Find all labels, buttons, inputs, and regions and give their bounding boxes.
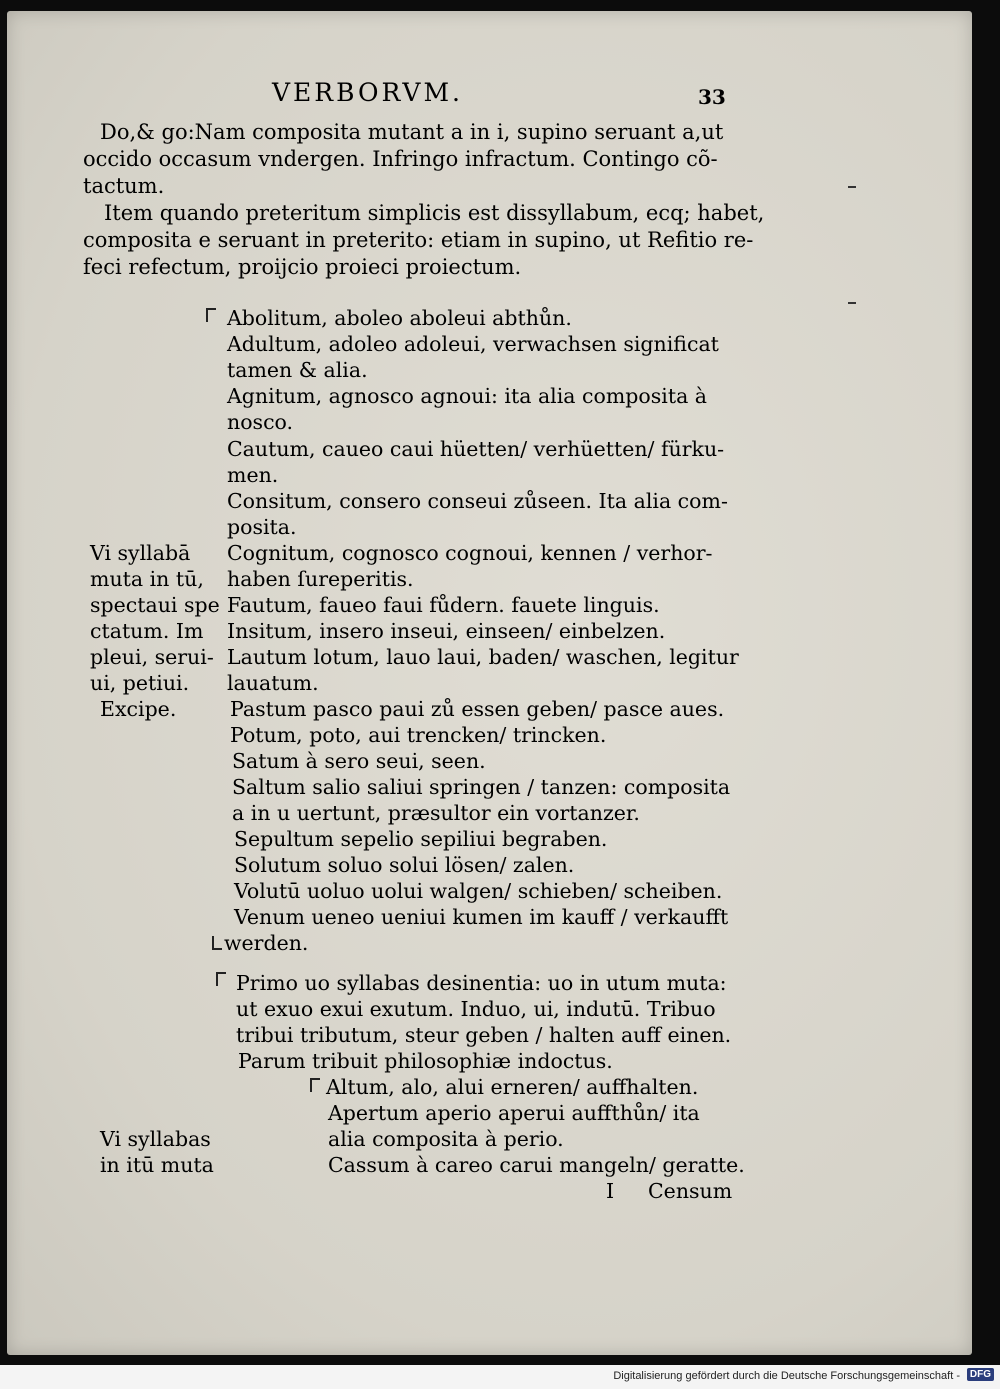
margin-note: spectaui spe bbox=[90, 593, 220, 617]
verb-entry: Venum ueneo ueniui kumen im kauff / verkaufft bbox=[234, 905, 729, 929]
verb-entry: Pastum pasco paui zů essen geben/ pasce aues. bbox=[230, 697, 725, 721]
running-header: VERBORVM. bbox=[272, 78, 463, 107]
brace-top bbox=[216, 972, 226, 986]
intro-line: composita e seruant in preterito: etiam in supino, ut Refitio re- bbox=[83, 228, 754, 252]
intro-line: Do,& go:Nam composita mutant a in i, supino seruant a,ut bbox=[100, 120, 724, 144]
verb-entry: Satum à sero seui, seen. bbox=[232, 749, 486, 773]
verb-entry: Agnitum, agnosco agnoui: ita alia composita à bbox=[227, 384, 708, 408]
margin-note: Vi syllabā bbox=[90, 541, 191, 565]
margin-tick bbox=[848, 302, 856, 304]
margin-tick bbox=[848, 186, 856, 188]
margin-note: in itū muta bbox=[100, 1153, 214, 1177]
intro-line: occido occasum vndergen. Infringo infractum. Contingo cõ- bbox=[83, 147, 718, 171]
margin-note: ctatum. Im bbox=[90, 619, 204, 643]
verb-entry: Adultum, adoleo adoleui, verwachsen significat bbox=[227, 332, 719, 356]
verb-entry: a in u uertunt, præsultor ein vortanzer. bbox=[232, 801, 640, 825]
brace-bottom bbox=[212, 936, 222, 950]
catchword: Censum bbox=[648, 1179, 733, 1203]
verb-entry: Apertum aperio aperui auffthůn/ ita bbox=[328, 1101, 700, 1125]
brace-top bbox=[206, 308, 216, 322]
margin-note: pleui, serui- bbox=[90, 645, 214, 669]
verb-entry: alia composita à perio. bbox=[328, 1127, 564, 1151]
verb-entry: Cognitum, cognosco cognoui, kennen / verhor- bbox=[227, 541, 713, 565]
intro-line: feci refectum, proijcio proieci proiectum. bbox=[83, 255, 522, 279]
page-number: 33 bbox=[698, 85, 726, 109]
verb-entry: Abolitum, aboleo aboleui abthůn. bbox=[227, 306, 572, 330]
footer-credit: Digitalisierung gefördert durch die Deutsche Forschungsgemeinschaft - bbox=[613, 1370, 960, 1382]
verb-entry: Fautum, faueo faui fůdern. fauete linguis. bbox=[227, 593, 660, 617]
margin-note: Vi syllabas bbox=[100, 1127, 211, 1151]
verb-entry: werden. bbox=[224, 931, 309, 955]
verb-entry: Sepultum sepelio sepiliui begraben. bbox=[234, 827, 608, 851]
verb-entry: Saltum salio saliui springen / tanzen: composita bbox=[232, 775, 731, 799]
verb-rule: ut exuo exui exutum. Induo, ui, indutū. Tribuo bbox=[236, 997, 716, 1021]
margin-note: muta in tū, bbox=[90, 567, 204, 591]
verb-entry: haben ſureperitis. bbox=[227, 567, 414, 591]
verb-entry: Lautum lotum, lauo laui, baden/ waschen, legitur bbox=[227, 645, 739, 669]
verb-entry: Volutū uoluo uolui walgen/ schieben/ scheiben. bbox=[234, 879, 723, 903]
verb-entry: lauatum. bbox=[227, 671, 319, 695]
verb-entry: posita. bbox=[227, 515, 297, 539]
verb-entry: Insitum, insero inseui, einseen/ einbelzen. bbox=[227, 619, 666, 643]
verb-entry: tamen & alia. bbox=[227, 358, 368, 382]
verb-rule: tribui tributum, steur geben / halten auff einen. bbox=[236, 1023, 732, 1047]
intro-line: Item quando preteritum simplicis est dissyllabum, ecq; habet, bbox=[104, 201, 765, 225]
verb-entry: Solutum soluo solui lösen/ zalen. bbox=[234, 853, 575, 877]
margin-note: Excipe. bbox=[100, 697, 177, 721]
verb-entry: Altum, alo, alui erneren/ auffhalten. bbox=[326, 1075, 699, 1099]
verb-entry: Cassum à careo carui mangeln/ geratte. bbox=[328, 1153, 745, 1177]
verb-entry: Cautum, caueo caui hüetten/ verhüetten/ fürku- bbox=[227, 437, 725, 461]
signature-mark: I bbox=[606, 1179, 615, 1203]
intro-line: tactum. bbox=[83, 174, 165, 198]
margin-note: ui, petiui. bbox=[90, 671, 190, 695]
verb-entry: nosco. bbox=[227, 410, 294, 434]
verb-rule: Primo uo syllabas desinentia: uo in utum muta: bbox=[236, 971, 727, 995]
brace-top bbox=[310, 1078, 320, 1092]
verb-entry: Potum, poto, aui trencken/ trincken. bbox=[230, 723, 607, 747]
verb-entry: men. bbox=[227, 463, 279, 487]
verb-entry: Consitum, consero conseui zůseen. Ita alia com- bbox=[227, 489, 728, 513]
verb-rule: Parum tribuit philosophiæ indoctus. bbox=[238, 1049, 613, 1073]
dfg-logo: DFG bbox=[967, 1368, 994, 1381]
